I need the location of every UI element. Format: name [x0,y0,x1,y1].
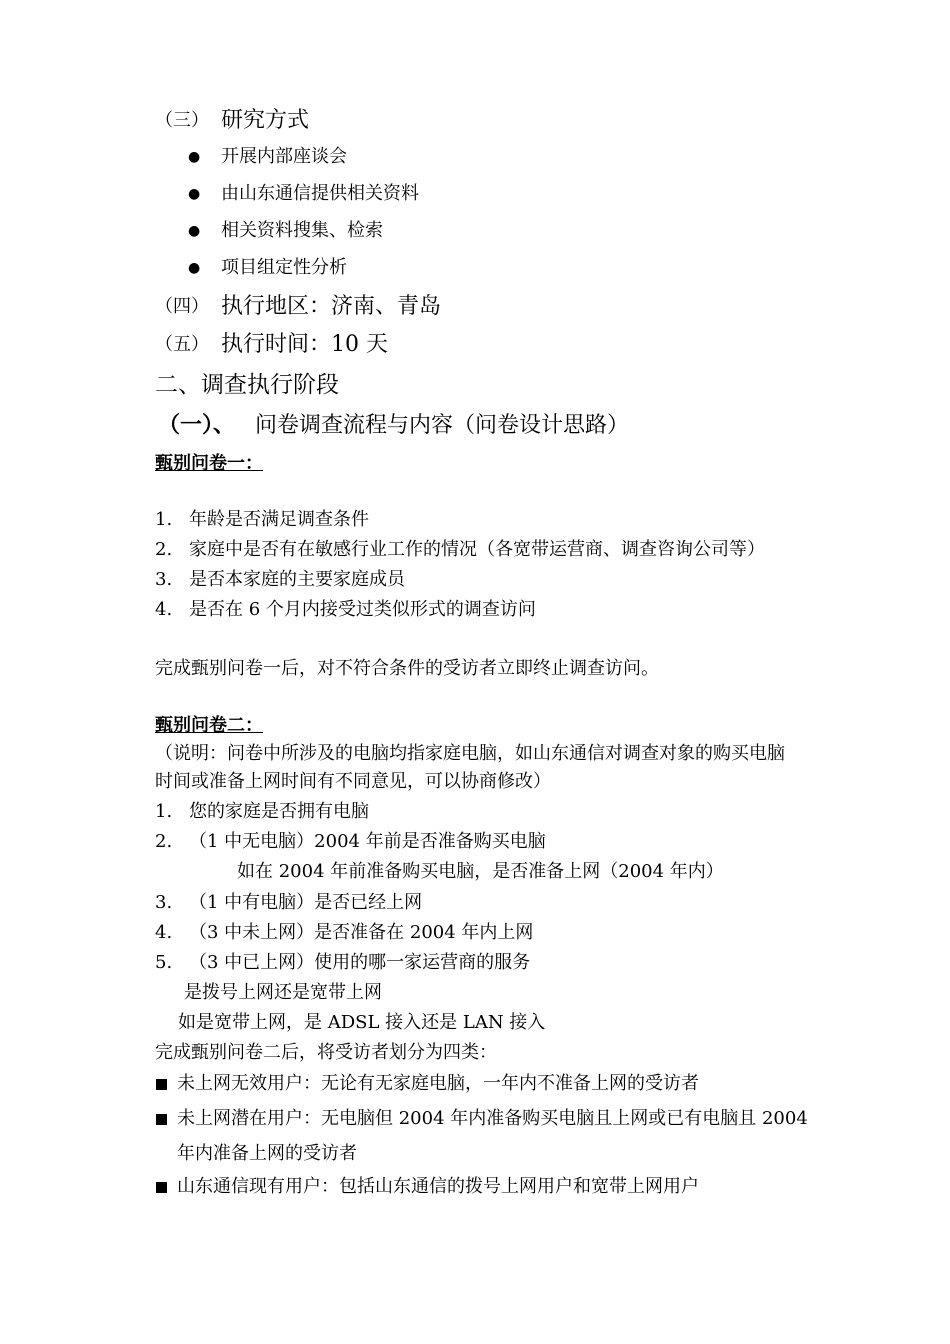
section-three-number: （三） [155,110,209,131]
list-number: 1. [155,509,173,530]
bullet-dot-icon: ● [188,260,201,276]
list-item: 是否本家庭的主要家庭成员 [189,569,405,590]
category-item-continuation: 年内准备上网的受访者 [177,1143,357,1164]
bullet-dot-icon: ● [188,223,201,239]
questionnaire-one-conclusion: 完成甄别问卷一后，对不符合条件的受访者立即终止调查访问。 [155,658,659,679]
category-item: 山东通信现有用户：包括山东通信的拨号上网用户和宽带上网用户 [177,1176,699,1197]
section-four-number: （四） [155,296,209,317]
list-item: 您的家庭是否拥有电脑 [189,801,369,822]
note-line: 时间或准备上网时间有不同意见，可以协商修改） [155,771,551,792]
questionnaire-two-title: 甄别问卷二： [155,715,263,736]
list-number: 3. [155,569,173,590]
list-number: 4. [155,599,173,620]
list-number: 3. [155,892,173,913]
list-item: 年龄是否满足调查条件 [189,509,369,530]
subsection-heading: 问卷调查流程与内容（问卷设计思路） [255,413,630,438]
list-number: 5. [155,952,173,973]
method-item: 项目组定性分析 [221,257,347,278]
questionnaire-two-conclusion: 完成甄别问卷二后，将受访者划分为四类： [155,1042,497,1063]
category-item: 未上网无效用户：无论有无家庭电脑，一年内不准备上网的受访者 [177,1073,699,1094]
list-item: 是否在 6 个月内接受过类似形式的调查访问 [189,599,536,620]
category-item: 未上网潜在用户：无电脑但 2004 年内准备购买电脑且上网或已有电脑且 2004 [177,1108,808,1129]
section-five-text: 执行时间：10 天 [221,332,388,357]
list-number: 2. [155,539,173,560]
list-number: 4. [155,922,173,943]
method-item: 由山东通信提供相关资料 [221,183,419,204]
section-five-number: （五） [155,334,209,355]
note-line: （说明：问卷中所涉及的电脑均指家庭电脑，如山东通信对调查对象的购买电脑 [155,743,785,764]
list-number: 2. [155,831,173,852]
sub-question: 如是宽带上网，是 ADSL 接入还是 LAN 接入 [178,1012,546,1033]
bullet-dot-icon: ● [188,186,201,202]
list-number: 1. [155,801,173,822]
section-four-text: 执行地区：济南、青岛 [221,294,442,319]
list-item-continuation: 如在 2004 年前准备购买电脑，是否准备上网（2004 年内） [237,861,724,882]
method-item: 相关资料搜集、检索 [221,220,383,241]
chapter-heading: 二、调查执行阶段 [155,372,339,398]
square-bullet-icon [156,1079,167,1090]
square-bullet-icon [156,1114,167,1125]
list-item: （1 中无电脑）2004 年前是否准备购买电脑 [189,831,546,852]
questionnaire-one-title: 甄别问卷一： [155,453,263,474]
subsection-number: （一）、 [158,413,236,438]
bullet-dot-icon: ● [188,149,201,165]
sub-question: 是拨号上网还是宽带上网 [184,982,382,1003]
list-item: （3 中已上网）使用的哪一家运营商的服务 [189,952,531,973]
list-item: （1 中有电脑）是否已经上网 [189,892,423,913]
section-three-title: 研究方式 [221,108,310,133]
list-item: 家庭中是否有在敏感行业工作的情况（各宽带运营商、调查咨询公司等） [189,539,765,560]
list-item: （3 中未上网）是否准备在 2004 年内上网 [189,922,534,943]
square-bullet-icon [156,1182,167,1193]
method-item: 开展内部座谈会 [221,146,347,167]
